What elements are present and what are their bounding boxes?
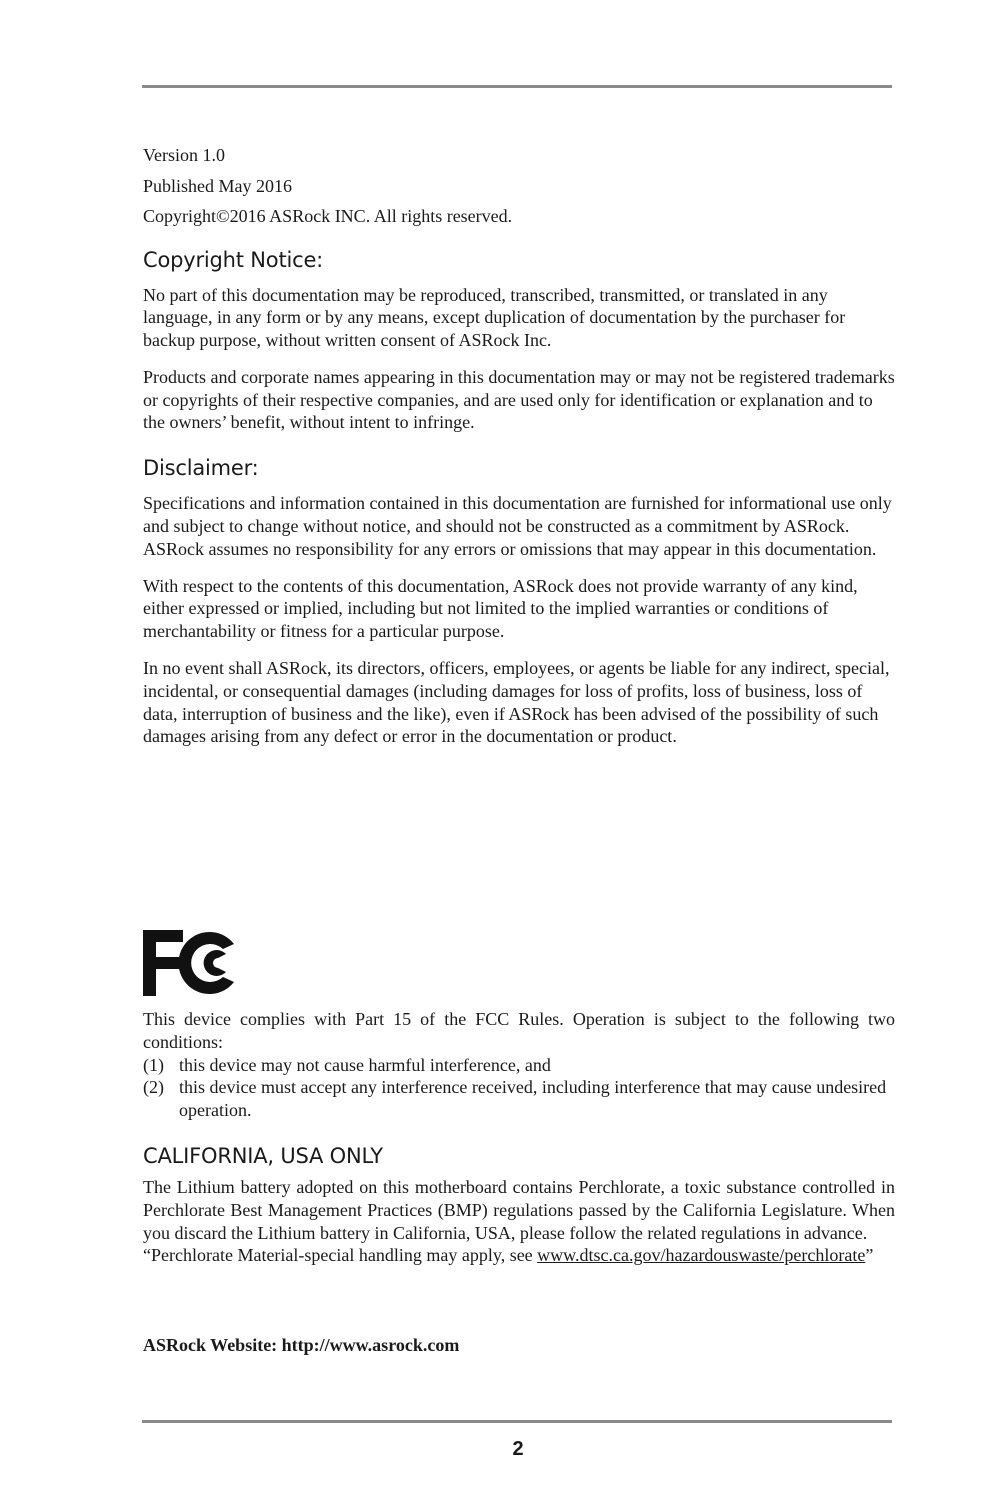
fcc-intro: This device complies with Part 15 of the FCC Rules. Operation is subject to the following two conditions: (143, 1009, 895, 1052)
copyright-notice-heading: Copyright Notice: (143, 247, 324, 272)
california-section (143, 1144, 895, 1267)
copyright-paragraph: No part of this documentation may be reproduced, transcribed, transmitted, or translated in any language, in any form or by any means, except duplication of documentation by the purchaser for backup purpose, without written consent of ASRock Inc. (143, 284, 846, 351)
perchlorate-quote-prefix: “Perchlorate Material-special handling may apply, see (143, 1245, 538, 1266)
fcc-logo (143, 928, 238, 998)
list-item (143, 1054, 895, 1077)
disclaimer-paragraph: Specifications and information contained in this documentation are furnished for informational use only and subject to change without notice, and should not be constructed as a commitment by ASRock. ASRock assumes no responsibility for any errors or omissions that may appear in this documentation. (143, 493, 892, 559)
condition-text: this device must accept any interference received, including interference that may cause undesired operation. (179, 1077, 887, 1121)
disclaimer-paragraph: With respect to the contents of this documentation, ASRock does not provide warranty of any kind, either expressed or implied, including but not limited to the implied warranties or conditions of merchantability or fitness for a particular purpose. (143, 575, 858, 642)
disclaimer-section (143, 456, 895, 748)
california-heading: CALIFORNIA, USA ONLY (143, 1144, 383, 1168)
condition-number: (1) (143, 1054, 164, 1075)
condition-number: (2) (143, 1077, 164, 1098)
copyright-notice-section (143, 248, 895, 435)
document-body (143, 140, 895, 770)
copyright-line: Copyright©2016 ASRock INC. All rights reserved. (143, 206, 513, 226)
fcc-statement (143, 1008, 895, 1122)
asrock-website: ASRock Website: http://www.asrock.com (143, 1335, 460, 1355)
condition-text: this device may not cause harmful interference, and (179, 1054, 551, 1075)
dtsc-link[interactable]: www.dtsc.ca.gov/hazardouswaste/perchlorate (537, 1245, 866, 1266)
top-rule (142, 85, 892, 88)
disclaimer-paragraph: In no event shall ASRock, its directors, officers, employees, or agents be liable for any indirect, special, incidental, or consequential damages (including damages for loss of profits, loss of business, loss of data, interruption of business and the like), even if ASRock has been advised of the possibility of such damages arising from any defect or error in the documentation or product. (143, 658, 890, 747)
perchlorate-note (143, 1244, 895, 1267)
page-number: 2 (512, 1438, 524, 1460)
version-text: Version 1.0 (143, 145, 225, 165)
document-meta (143, 140, 895, 232)
published-text: Published May 2016 (143, 175, 293, 196)
disclaimer-heading: Disclaimer: (143, 456, 259, 481)
bottom-rule (142, 1420, 892, 1423)
copyright-paragraph: Products and corporate names appearing in this documentation may or may not be registered trademarks or copyrights of their respective companies, and are used only for identification or explanation and to the owners’ benefit, without intent to infringe. (143, 366, 895, 433)
california-text: The Lithium battery adopted on this motherboard contains Perchlorate, a toxic substance controlled in Perchlorate Best Management Practices (BMP) regulations passed by the California Legislature. When you discard the Lithium battery in California, USA, please follow the related regulations in advance. (143, 1177, 895, 1243)
perchlorate-quote-suffix: ” (865, 1245, 874, 1266)
fcc-logo-graphic (143, 928, 238, 998)
list-item (143, 1076, 895, 1122)
